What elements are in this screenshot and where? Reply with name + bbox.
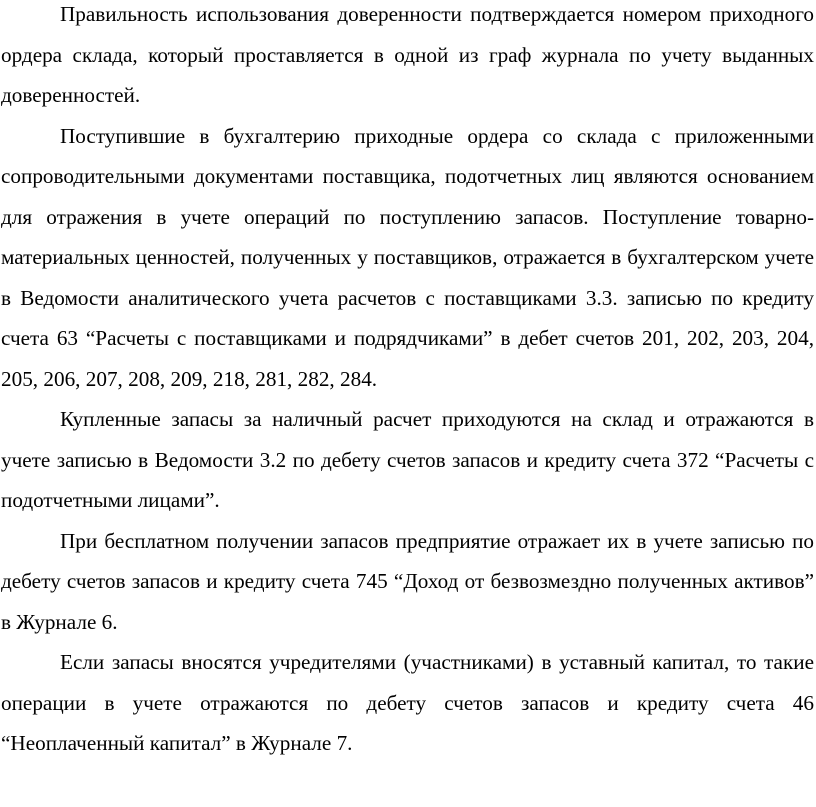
paragraph-cash-purchases: Купленные запасы за наличный расчет приходуются на склад и отражаются в учете записью в Ведомости 3.2 по дебету счетов запасов и кредиту счета 372 “Расчеты с подотчетными лицами”. (1, 407, 814, 512)
paragraph-founders-contribution: Если запасы вносятся учредителями (участниками) в уставный капитал, то такие операции в учете отражаются по дебету счетов запасов и кредиту счета 46 “Неоплаченный капитал” в Журнале 7. (1, 650, 814, 755)
paragraph-receipt-orders: Поступившие в бухгалтерию приходные ордера со склада с приложенными сопроводительными документами поставщика, подотчетных лиц являются основанием для отражения в учете операций по поступлению запасов. Поступление товарно-материальных ценностей, полученных у поставщиков, отражается в бухгалтерском учете в Ведомости аналитического учета расчетов с поставщиками 3.3. записью по кредиту счета 63 “Расчеты с поставщиками и подрядчиками” в дебет счетов 201, 202, 203, 204, 205, 206, 207, 208, 209, 218, 281, 282, 284. (1, 123, 814, 391)
paragraph-free-receipt: При бесплатном получении запасов предприятие отражает их в учете записью по дебету счетов запасов и кредиту счета 745 “Доход от безвозмездно полученных активов” в Журнале 6. (1, 528, 814, 634)
paragraph-power-of-attorney: Правильность использования доверенности подтверждается номером приходного ордера склада, который проставляется в одной из граф журнала по учету выданных доверенностей. (1, 2, 814, 107)
